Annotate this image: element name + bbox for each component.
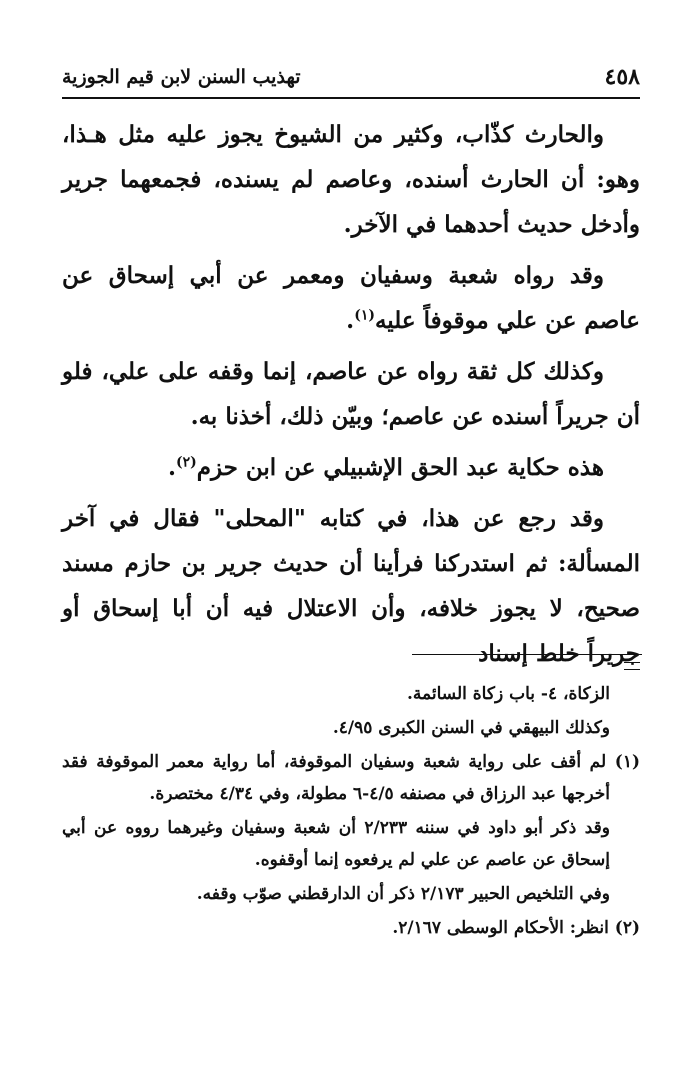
paragraph-4-end: . <box>167 454 176 481</box>
paragraph-4 <box>62 445 640 490</box>
footnotes <box>62 678 640 946</box>
footnote-1-part-3: وفي التلخيص الحبير ٢/١٧٣ ذكر أن الدارقطني صوّب وقفه. <box>196 884 610 904</box>
header-rule <box>62 97 640 99</box>
footnote-1-part-2: وقد ذكر أبو داود في سننه ٢/٢٣٣ أن شعبة وسفيان وغيرهما رووه عن أبي إسحاق عن عاصم عن علي لم يرفعوه إنما أوقفوه. <box>62 818 611 870</box>
paragraph-2 <box>62 253 640 343</box>
footnote-ref-2[interactable]: (٢) <box>175 454 197 471</box>
footnote-continued-1: الزكاة، ٤- باب زكاة السائمة. <box>407 684 610 704</box>
footnote-continued-2: وكذلك البيهقي في السنن الكبرى ٤/٩٥. <box>332 718 610 738</box>
main-text <box>62 112 640 682</box>
paragraph-3: وكذلك كل ثقة رواه عن عاصم، إنما وقفه على علي، فلو أن جريراً أسنده عن عاصم؛ وبيّن ذلك، أخذنا به. <box>62 358 640 430</box>
page-number: ٤٥٨ <box>604 64 640 90</box>
footnote-ref-1[interactable]: (١) <box>354 307 375 324</box>
paragraph-5: وقد رجع عن هذا، في كتابه "المحلى" فقال في آخر المسألة: ثم استدركنا فرأينا أن حديث جرير بن حازم مسند صحيح، لا يجوز خلافه، وأن الاعتلال فيه أن أبا إسحاق أو جريراً خلط إسناد <box>62 505 640 667</box>
footnote-1: (١) لم أقف على رواية شعبة وسفيان الموقوفة، أما رواية معمر الموقوفة فقد أخرجها عبد الرزاق في مصنفه ٤/٥-٦ مطولة، وفي ٤/٣٤ مختصرة. <box>62 752 640 804</box>
paragraph-2-end: . <box>346 307 355 334</box>
paragraph-4-text: هذه حكاية عبد الحق الإشبيلي عن ابن حزم <box>196 454 604 481</box>
footnote-separator <box>412 654 642 655</box>
continuation-mark <box>624 662 640 670</box>
running-header <box>62 56 640 98</box>
paragraph-2-text: وقد رواه شعبة وسفيان ومعمر عن أبي إسحاق عن عاصم عن علي موقوفاً عليه <box>62 262 640 334</box>
header-title: تهذيب السنن لابن قيم الجوزية <box>62 66 301 88</box>
footnote-2: (٢) انظر: الأحكام الوسطى ٢/١٦٧. <box>392 918 640 938</box>
paragraph-1: والحارث كذّاب، وكثير من الشيوخ يجوز عليه مثل هـذا، وهو: أن الحارث أسنده، وعاصم لم يسنده، فجمعهما جرير وأدخل حديث أحدهما في الآخر. <box>62 121 640 238</box>
